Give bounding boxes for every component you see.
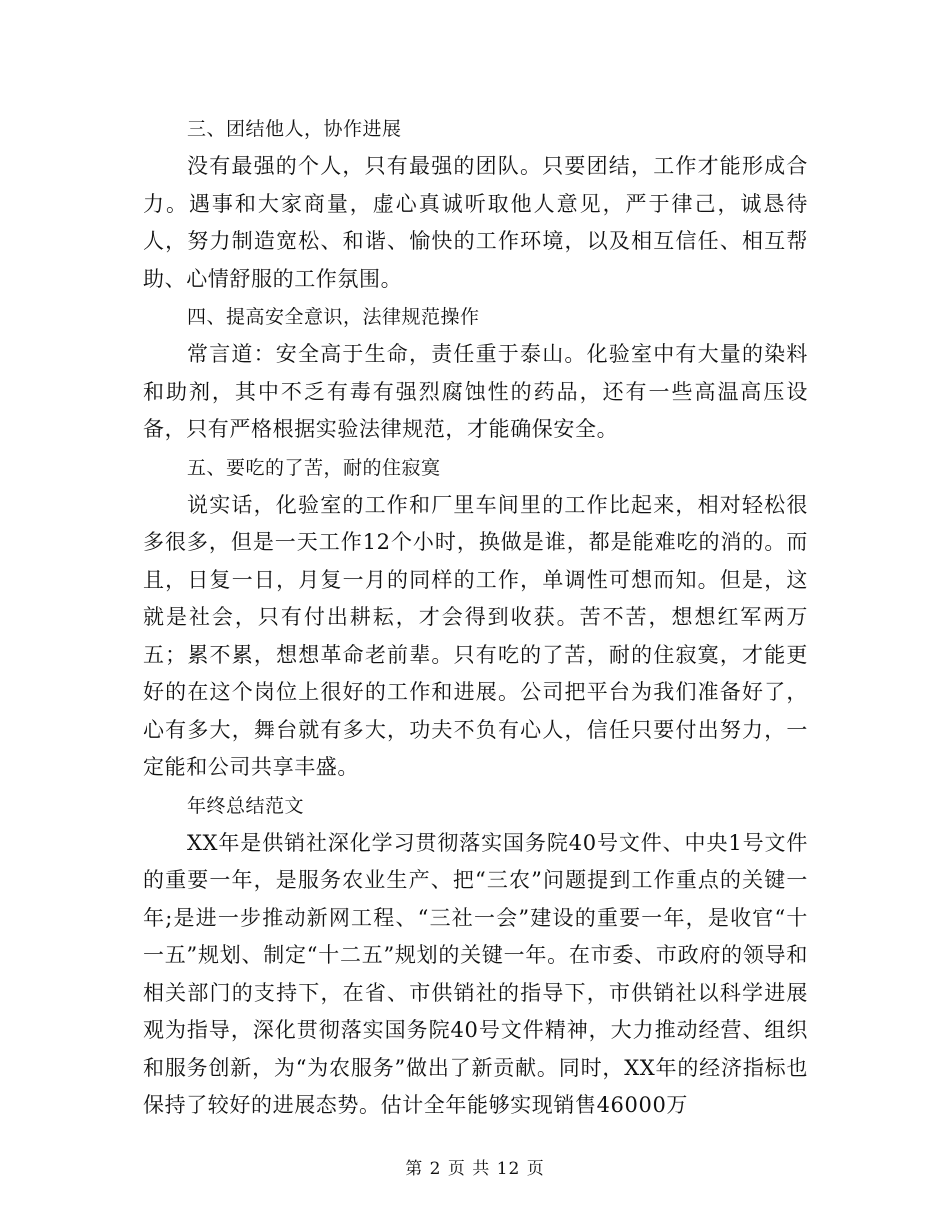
section-paragraph-safety: 常言道：安全高于生命，责任重于泰山。化验室中有大量的染料和助剂，其中不乏有毒有强烈腐蚀性的药品，还有一些高温高压设备，只有严格根据实验法律规范，才能确保安全。 [143,342,808,441]
section-paragraph-endurance: 说实话，化验室的工作和厂里车间里的工作比起来，相对轻松很多很多，但是一天工作12个小时，换做是谁，都是能难吃的消的。而且，日复一日，月复一月的同样的工作，单调性可想而知。但是，这就是社会，只有付出耕耘，才会得到收获。苦不苦，想想红军两万五；累不累，想想革命老前辈。只有吃的了苦，耐的住寂寞，才能更好的在这个岗位上很好的工作和进展。公司把平台为我们准备好了，心有多大，舞台就有多大，功夫不负有心人，信任只要付出努力，一定能和公司共享丰盛。 [143,492,808,779]
section-heading-endurance: 五、要吃的了苦，耐的住寂寞 [187,456,441,479]
section-paragraph-year-end-summary: XX年是供销社深化学习贯彻落实国务院40号文件、中央1号文件的重要一年，是服务农业生产、把“三农”问题提到工作重点的关键一年;是进一步推动新网工程、“三社一会”建设的重要一年，是收官“十一五”规划、制定“十二五”规划的关键一年。在市委、市政府的领导和相关部门的支持下，在省、市供销社的指导下，市供销社以科学进展观为指导，深化贯彻落实国务院40号文件精神，大力推动经营、组织和服务创新，为“为农服务”做出了新贡献。同时，XX年的经济指标也保持了较好的进展态势。估计全年能够实现销售46000万 [143,830,808,1117]
section-paragraph-unity: 没有最强的个人，只有最强的团队。只要团结，工作才能形成合力。遇事和大家商量，虚心真诚听取他人意见，严于律己，诚恳待人，努力制造宽松、和谐、愉快的工作环境，以及相互信任、相互帮助、心情舒服的工作氛围。 [143,154,808,291]
section-heading-safety: 四、提高安全意识，法律规范操作 [187,306,480,328]
section-heading-year-end-summary: 年终总结范文 [187,794,305,817]
document-body [143,110,808,1125]
page-number-footer: 第 2 页 共 12 页 [405,1159,545,1179]
section-heading-unity: 三、团结他人，协作进展 [187,118,402,140]
